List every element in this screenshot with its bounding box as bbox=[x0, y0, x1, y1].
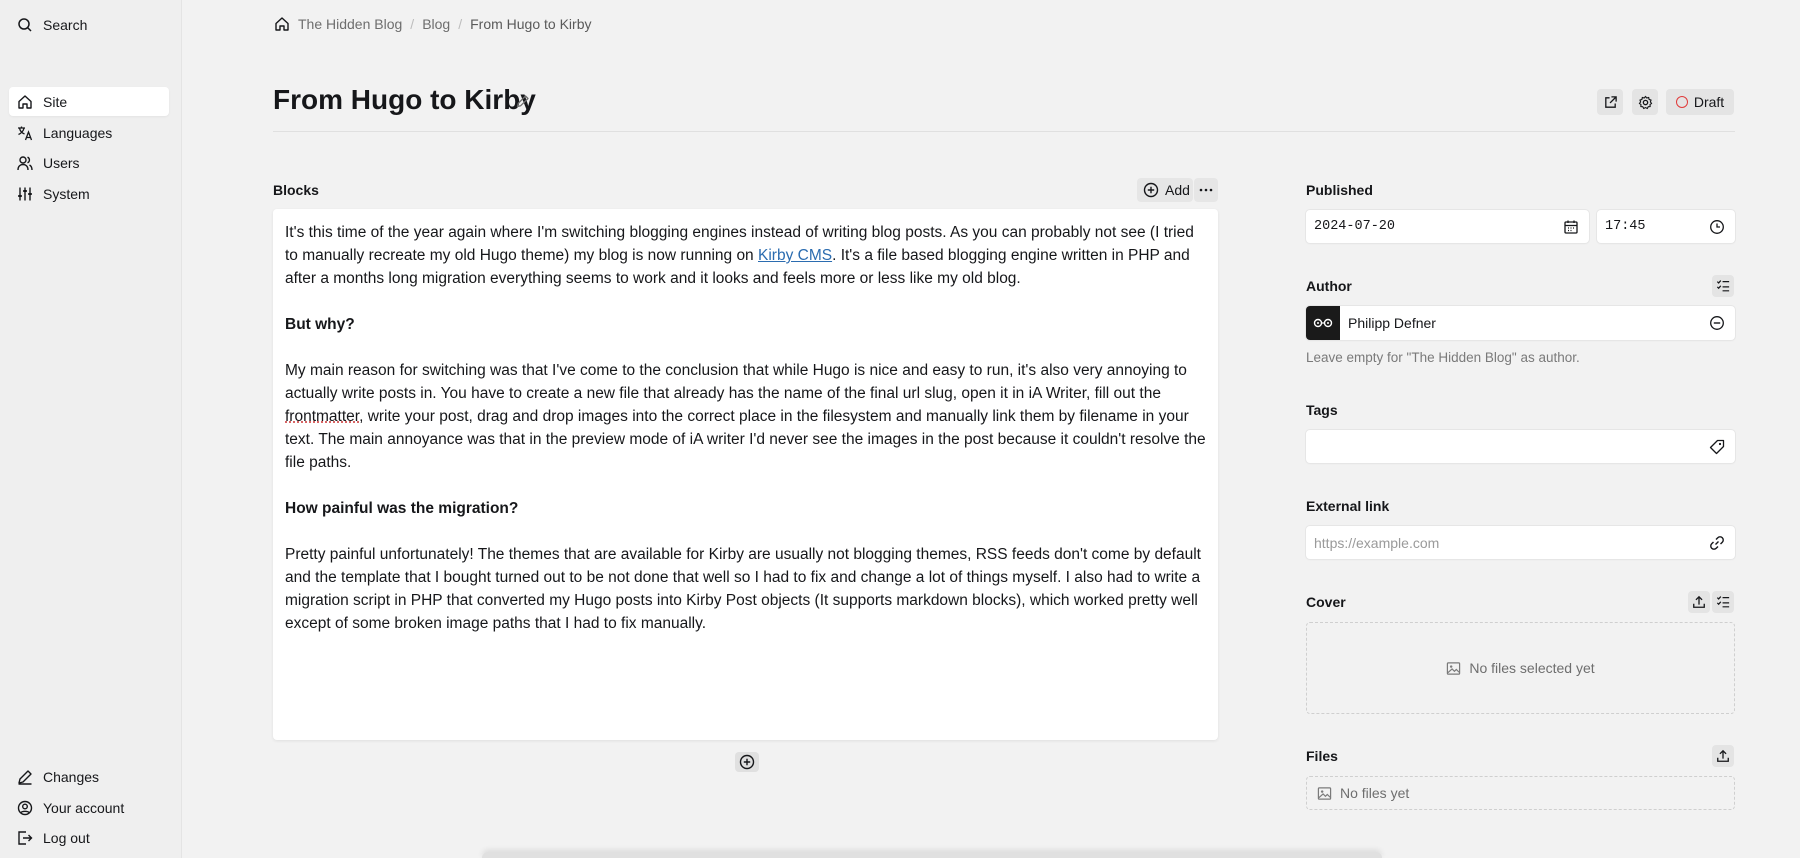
settings-button[interactable] bbox=[1632, 89, 1658, 115]
add-label: Add bbox=[1165, 182, 1190, 198]
cover-empty-text: No files selected yet bbox=[1469, 660, 1595, 676]
breadcrumb-item-current[interactable]: From Hugo to Kirby bbox=[470, 16, 592, 32]
files-label: Files bbox=[1306, 748, 1338, 764]
time-value: 17:45 bbox=[1605, 219, 1646, 234]
author-label: Author bbox=[1306, 278, 1352, 294]
insert-block-button[interactable] bbox=[735, 752, 759, 772]
files-dropzone[interactable] bbox=[1306, 776, 1735, 810]
users-icon bbox=[17, 155, 33, 171]
calendar-icon[interactable] bbox=[1563, 219, 1579, 235]
blocks-editor[interactable] bbox=[273, 209, 1218, 740]
sidebar bbox=[0, 0, 182, 858]
tags-field[interactable] bbox=[1306, 430, 1735, 463]
upload-icon bbox=[1716, 749, 1730, 763]
external-link-icon bbox=[1603, 95, 1618, 110]
breadcrumb bbox=[274, 16, 591, 32]
text-run: My main reason for switching was that I've come to the conclusion that while Hugo is nice and easy to run, it's also very annoying to actually write posts in. You have to create a new file that already has the name of the final url slug, open it in iA Writer, fill out the bbox=[285, 362, 1187, 402]
search-label: Search bbox=[43, 16, 88, 33]
heading-block[interactable] bbox=[285, 497, 1206, 520]
logout-icon bbox=[17, 830, 33, 846]
author-help-text: Leave empty for "The Hidden Blog" as author. bbox=[1306, 350, 1580, 365]
published-time-field[interactable] bbox=[1597, 210, 1735, 243]
sidebar-item-label: Site bbox=[43, 93, 68, 110]
add-block-button[interactable] bbox=[1137, 178, 1193, 202]
translate-icon bbox=[17, 125, 33, 141]
sidebar-item-label: Log out bbox=[43, 829, 90, 846]
image-icon bbox=[1317, 786, 1332, 801]
owl-face-icon bbox=[1312, 316, 1334, 330]
gear-icon bbox=[1638, 95, 1653, 110]
add-circle-icon bbox=[739, 754, 755, 770]
checklist-icon bbox=[1716, 595, 1730, 609]
sidebar-item-label: System bbox=[43, 185, 90, 202]
sidebar-item-languages[interactable] bbox=[9, 118, 169, 147]
sidebar-item-logout[interactable] bbox=[9, 823, 169, 852]
sidebar-item-label: Languages bbox=[43, 124, 113, 141]
settings-sliders-icon bbox=[17, 186, 33, 202]
image-icon bbox=[1446, 661, 1461, 676]
breadcrumb-item-site[interactable]: The Hidden Blog bbox=[298, 16, 403, 32]
open-page-button[interactable] bbox=[1597, 89, 1623, 115]
sidebar-item-site[interactable] bbox=[9, 87, 169, 116]
avatar bbox=[1306, 306, 1340, 340]
heading-block[interactable] bbox=[285, 313, 1206, 336]
text-run: . It's a file based blogging engine written in PHP and after a months long migration everything seems to work and it looks and feels more or less like my old blog. bbox=[285, 247, 1190, 287]
published-date-field[interactable] bbox=[1306, 210, 1589, 243]
checklist-icon bbox=[1716, 279, 1730, 293]
author-name: Philipp Defner bbox=[1348, 315, 1436, 331]
text-block[interactable] bbox=[285, 359, 1206, 474]
status-button[interactable] bbox=[1666, 89, 1734, 115]
blocks-options-button[interactable] bbox=[1194, 178, 1218, 202]
header-divider bbox=[273, 131, 1735, 132]
blocks-label: Blocks bbox=[273, 182, 319, 198]
external-link-label: External link bbox=[1306, 498, 1390, 514]
home-icon[interactable] bbox=[274, 16, 290, 32]
more-dots-icon bbox=[1199, 188, 1213, 192]
files-upload-button[interactable] bbox=[1712, 745, 1734, 767]
cover-upload-button[interactable] bbox=[1688, 591, 1710, 613]
bottom-bar bbox=[482, 852, 1382, 858]
page-title: From Hugo to Kirby bbox=[273, 84, 536, 115]
sidebar-item-users[interactable] bbox=[9, 148, 169, 177]
external-link-input[interactable]: https://example.com bbox=[1314, 534, 1440, 551]
text-block[interactable] bbox=[285, 543, 1206, 635]
cover-select-button[interactable] bbox=[1712, 591, 1734, 613]
status-draft-icon bbox=[1676, 96, 1688, 108]
search-button[interactable] bbox=[9, 10, 169, 39]
sidebar-item-label: Changes bbox=[43, 768, 100, 785]
status-label: Draft bbox=[1693, 94, 1725, 110]
cover-label: Cover bbox=[1306, 594, 1346, 610]
breadcrumb-separator: / bbox=[410, 16, 415, 32]
kirby-cms-link[interactable]: Kirby CMS bbox=[758, 247, 833, 264]
pencil-icon bbox=[17, 769, 33, 785]
sidebar-item-system[interactable] bbox=[9, 179, 169, 208]
breadcrumb-separator: / bbox=[458, 16, 463, 32]
search-icon bbox=[17, 17, 33, 33]
main-content bbox=[182, 0, 1800, 858]
text-block[interactable] bbox=[285, 221, 1206, 290]
sidebar-item-changes[interactable] bbox=[9, 762, 169, 791]
breadcrumb-item-blog[interactable]: Blog bbox=[422, 16, 451, 32]
tag-icon bbox=[1709, 439, 1725, 455]
date-value: 2024-07-20 bbox=[1314, 219, 1396, 234]
home-icon bbox=[17, 94, 33, 110]
author-field[interactable] bbox=[1306, 306, 1735, 340]
upload-icon bbox=[1692, 595, 1706, 609]
tags-label: Tags bbox=[1306, 402, 1338, 418]
account-icon bbox=[17, 800, 33, 816]
sidebar-item-label: Your account bbox=[43, 799, 125, 816]
text-run: , write your post, drag and drop images into the correct place in the filesystem and manually link them by filename in your text. The main annoyance was that in the preview mode of iA writer I'd never see the images in the post because it couldn't resolve the file paths. bbox=[285, 408, 1206, 471]
files-empty-text: No files yet bbox=[1340, 785, 1410, 801]
published-label: Published bbox=[1306, 182, 1373, 198]
sidebar-item-account[interactable] bbox=[9, 793, 169, 822]
sidebar-item-label: Users bbox=[43, 154, 80, 171]
add-circle-icon bbox=[1143, 182, 1159, 198]
remove-circle-icon[interactable] bbox=[1709, 315, 1725, 331]
pencil-icon[interactable] bbox=[515, 93, 531, 109]
misspelled-word: frontmatter bbox=[285, 408, 360, 425]
text-run: Pretty painful unfortunately! The themes that are available for Kirby are usually not blogging themes, RSS feeds don't come by default and the template that I bought turned out to be not done that well so I had to fix and change a lot of things myself. I also had to write a migration script in PHP that converted my Hugo posts into Kirby Post objects (It supports markdown blocks), which worked pretty well except of some broken image paths that I had to fix manually. bbox=[285, 546, 1201, 632]
text-run: It's this time of the year again where I'm switching blogging engines instead of writing blog posts. As you can probably not see (I tried to manually recreate my old Hugo theme) my blog is now running on bbox=[285, 224, 1194, 264]
clock-icon[interactable] bbox=[1709, 219, 1725, 235]
author-select-button[interactable] bbox=[1712, 275, 1734, 297]
cover-dropzone[interactable] bbox=[1306, 622, 1735, 714]
external-link-field[interactable] bbox=[1306, 526, 1735, 559]
link-icon bbox=[1709, 535, 1725, 551]
heading-text: How painful was the migration? bbox=[285, 500, 519, 517]
heading-text: But why? bbox=[285, 316, 355, 333]
